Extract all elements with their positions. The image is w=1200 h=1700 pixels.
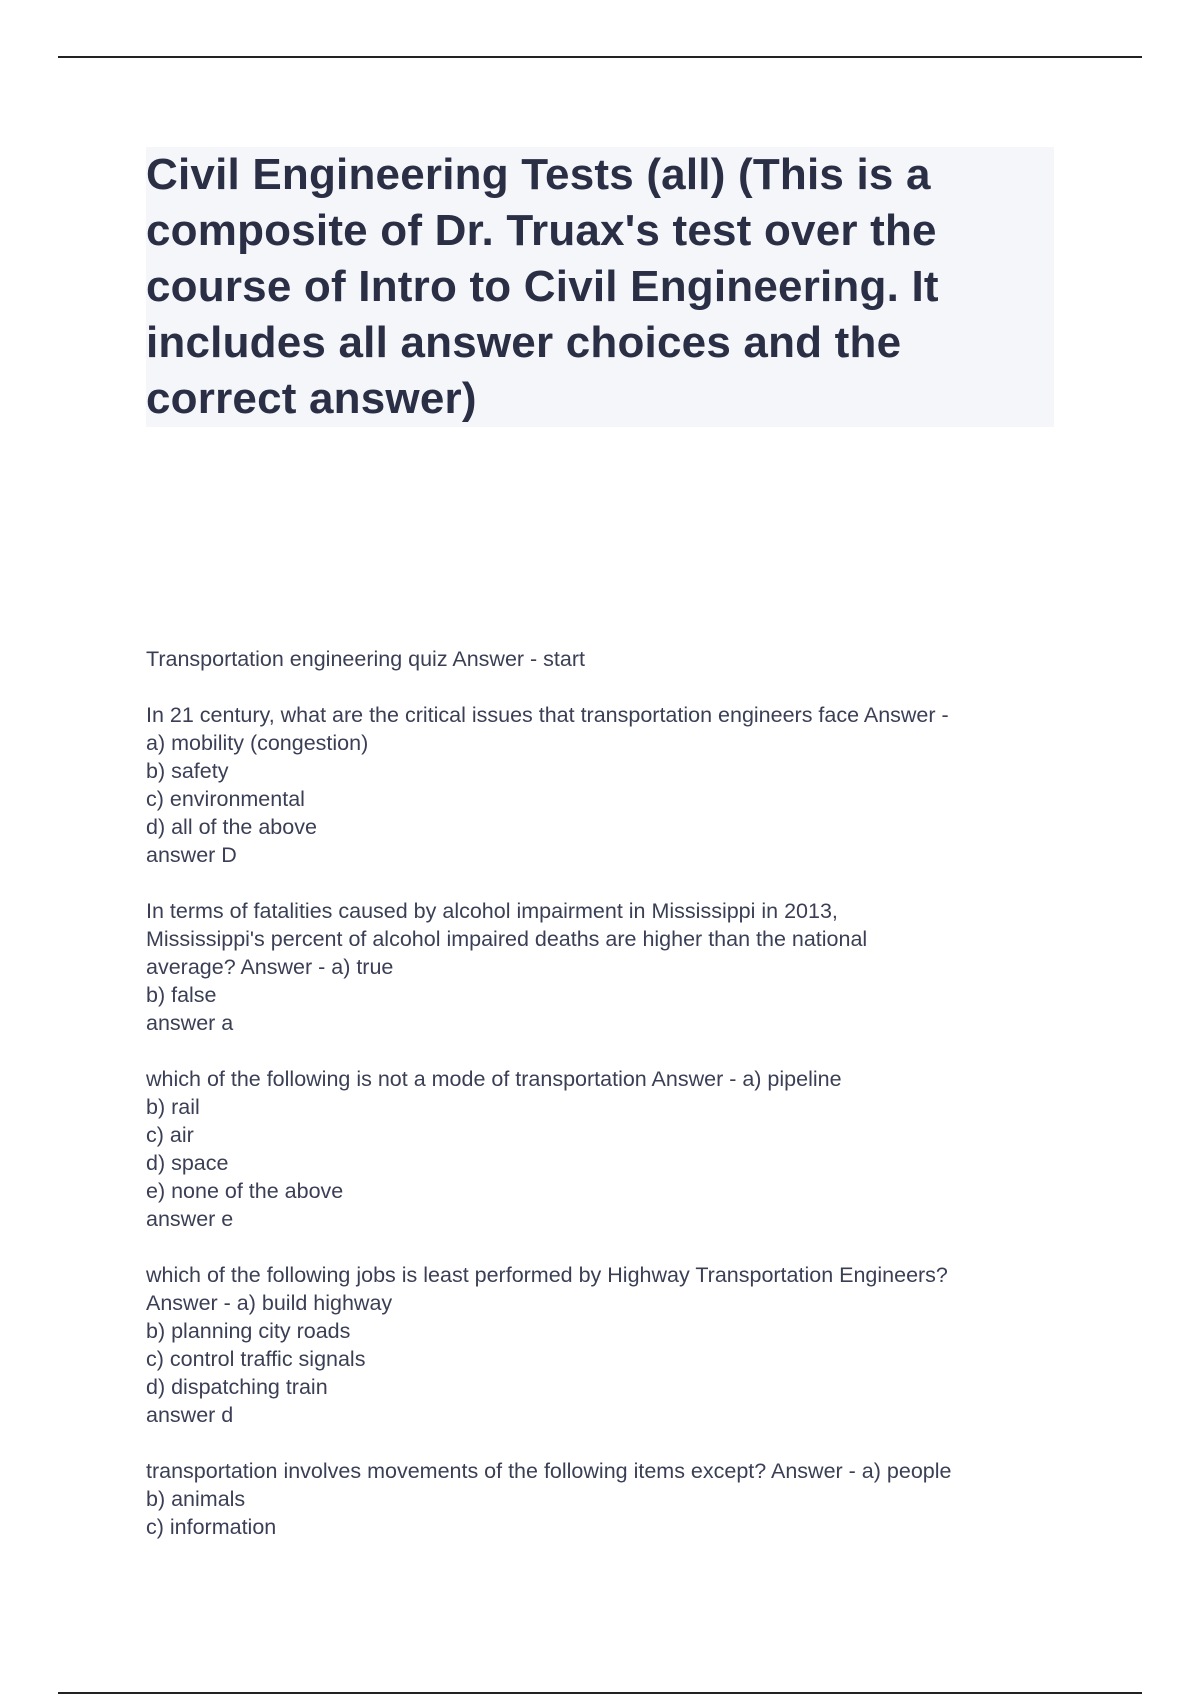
question-line: which of the following is not a mode of transportation Answer - a) pipeline xyxy=(146,1067,842,1091)
question-1 xyxy=(146,701,1066,869)
question-line: which of the following jobs is least performed by Highway Transportation Engineers? xyxy=(146,1263,948,1287)
answer-choice: d) dispatching train xyxy=(146,1375,328,1399)
question-4 xyxy=(146,1261,1066,1429)
answer-choice: d) all of the above xyxy=(146,815,317,839)
quiz-intro: Transportation engineering quiz Answer - start xyxy=(146,647,585,671)
correct-answer: answer a xyxy=(146,1011,234,1035)
answer-choice: b) planning city roads xyxy=(146,1319,351,1343)
document-body xyxy=(146,645,1066,1569)
question-line: Mississippi's percent of alcohol impaired deaths are higher than the national xyxy=(146,927,868,951)
answer-choice: c) control traffic signals xyxy=(146,1347,366,1371)
answer-choice: a) mobility (congestion) xyxy=(146,731,369,755)
answer-choice: e) none of the above xyxy=(146,1179,344,1203)
top-rule xyxy=(58,56,1142,58)
correct-answer: answer e xyxy=(146,1207,234,1231)
answer-choice: c) air xyxy=(146,1123,194,1147)
question-5 xyxy=(146,1457,1066,1541)
answer-choice: c) environmental xyxy=(146,787,305,811)
question-line: transportation involves movements of the following items except? Answer - a) people xyxy=(146,1459,952,1483)
answer-choice: b) safety xyxy=(146,759,229,783)
question-line: average? Answer - a) true xyxy=(146,955,394,979)
question-3 xyxy=(146,1065,1066,1233)
answer-choice: b) rail xyxy=(146,1095,200,1119)
answer-choice: b) false xyxy=(146,983,217,1007)
question-2 xyxy=(146,897,1066,1037)
question-line: In 21 century, what are the critical issues that transportation engineers face Answer - xyxy=(146,703,949,727)
document-title: Civil Engineering Tests (all) (This is a composite of Dr. Truax's test over the course of Intro to Civil Engineering. It includes all answer choices and the correct answer) xyxy=(146,150,939,423)
correct-answer: answer D xyxy=(146,843,237,867)
answer-choice: b) animals xyxy=(146,1487,246,1511)
title-block xyxy=(146,147,1054,427)
bottom-rule xyxy=(58,1692,1142,1694)
question-line: In terms of fatalities caused by alcohol impairment in Mississippi in 2013, xyxy=(146,899,838,923)
correct-answer: answer d xyxy=(146,1403,234,1427)
question-line: Answer - a) build highway xyxy=(146,1291,393,1315)
answer-choice: d) space xyxy=(146,1151,229,1175)
answer-choice: c) information xyxy=(146,1515,277,1539)
